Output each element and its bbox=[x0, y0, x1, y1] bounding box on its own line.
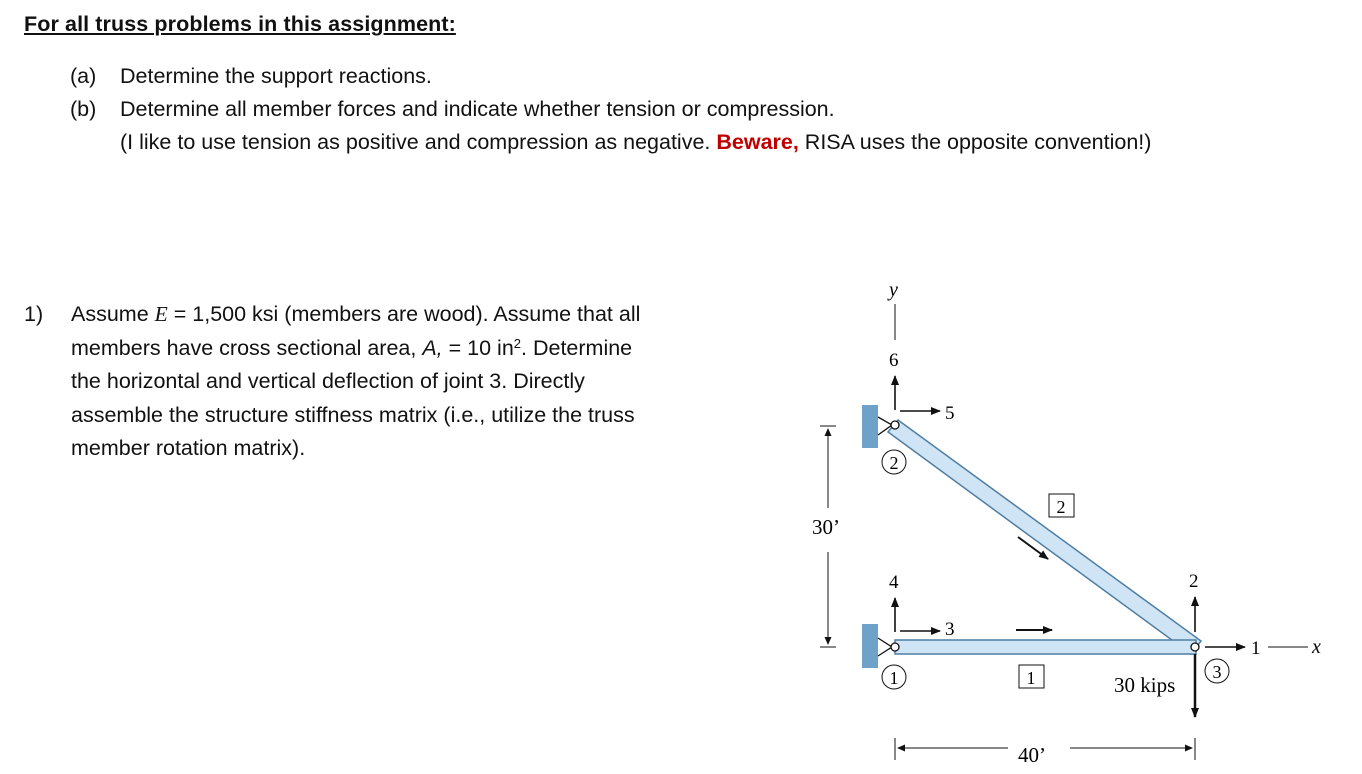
member-2-label: 2 bbox=[1056, 497, 1066, 517]
joint-pin bbox=[1191, 643, 1199, 651]
width-dimension: 40’ bbox=[1018, 743, 1046, 767]
dof-2-label: 2 bbox=[1189, 571, 1199, 592]
statement-text: Assume bbox=[71, 302, 155, 326]
statement-text: . Determine the horizontal and vertical deflection of joint 3. Directly assemble the structure stiffness matrix (i.e., utilize the truss member rotation matrix). bbox=[71, 335, 635, 460]
dof-5-label: 5 bbox=[945, 403, 955, 424]
member-1-label: 1 bbox=[1026, 668, 1036, 688]
support-wall-top bbox=[862, 405, 878, 448]
statement-text: = 10 in bbox=[442, 335, 514, 360]
dof-4-label: 4 bbox=[889, 572, 899, 593]
load-label: 30 kips bbox=[1114, 673, 1176, 697]
superscript: 2 bbox=[513, 335, 522, 351]
dof-3-label: 3 bbox=[945, 619, 955, 640]
support-wall-bottom bbox=[862, 624, 878, 668]
support-pin-bottom bbox=[878, 647, 892, 656]
statement-text: = 1,500 ksi (members are wood). Assume that all members have cross sectional area, bbox=[71, 302, 641, 360]
instruction-label: (a) bbox=[70, 64, 97, 88]
joint-pin bbox=[891, 421, 899, 429]
joint-pin bbox=[891, 643, 899, 651]
member-1-bar bbox=[895, 640, 1196, 654]
problem-number: 1) bbox=[24, 302, 44, 326]
node-2-label: 2 bbox=[889, 453, 899, 473]
dof-6-label: 6 bbox=[889, 350, 899, 371]
support-pin-top bbox=[878, 417, 892, 425]
height-dimension: 30’ bbox=[812, 515, 840, 539]
node-1-label: 1 bbox=[889, 668, 899, 688]
warning-text: Beware, bbox=[716, 130, 799, 154]
variable-a: A, bbox=[422, 335, 443, 360]
node-3-label: 3 bbox=[1212, 662, 1222, 682]
axis-x-label: x bbox=[1312, 636, 1321, 658]
support-pin-bottom bbox=[878, 638, 892, 647]
note-text: (I like to use tension as positive and compression as negative. bbox=[120, 130, 717, 154]
variable-e: E bbox=[154, 302, 168, 326]
dof-1-label: 1 bbox=[1251, 638, 1261, 659]
note-text: RISA uses the opposite convention!) bbox=[798, 130, 1152, 154]
axis-y-label: y bbox=[889, 279, 898, 301]
instruction-text: Determine all member forces and indicate whether tension or compression. bbox=[120, 97, 835, 121]
instruction-text: Determine the support reactions. bbox=[120, 64, 432, 88]
section-heading: For all truss problems in this assignment: bbox=[24, 12, 456, 36]
instruction-label: (b) bbox=[70, 97, 97, 121]
member-2-bar bbox=[888, 420, 1201, 654]
